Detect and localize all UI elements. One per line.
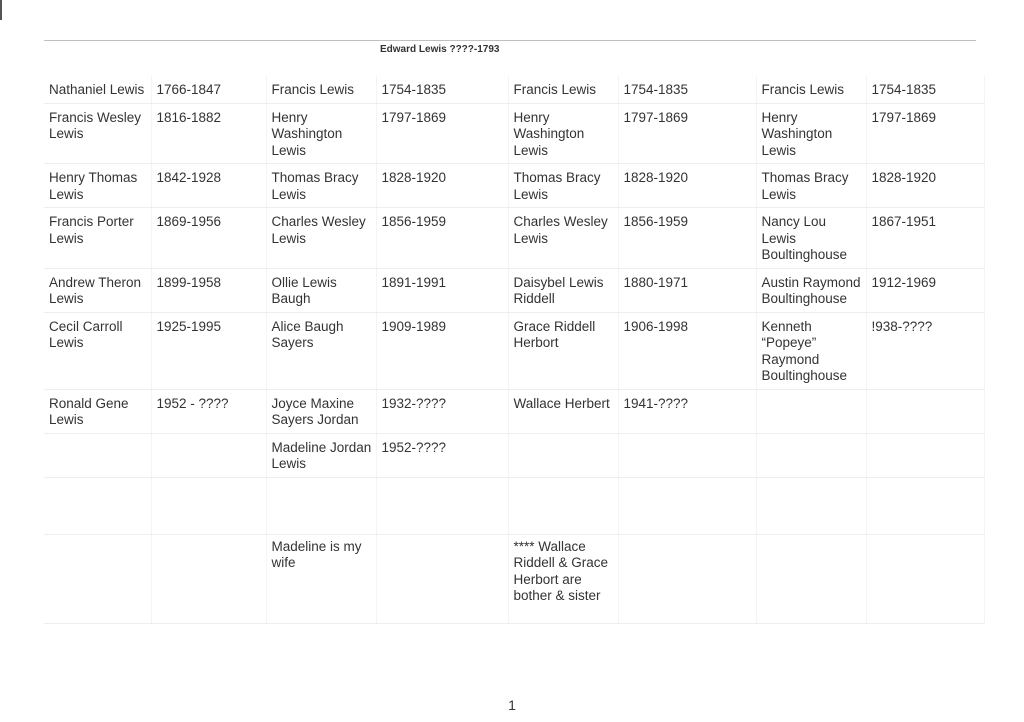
person-years: 1899-1958 [151, 268, 266, 312]
person-name: Alice Baugh Sayers [266, 312, 376, 389]
person-years: 1754-1835 [866, 76, 984, 103]
person-years: 1856-1959 [376, 208, 508, 269]
person-name: Joyce Maxine Sayers Jordan [266, 389, 376, 433]
person-years: 1828-1920 [376, 164, 508, 208]
person-name: Andrew Theron Lewis [44, 268, 151, 312]
person-years: 1932-???? [376, 389, 508, 433]
person-years: 1925-1995 [151, 312, 266, 389]
table-row [44, 389, 984, 433]
person-name: Charles Wesley Lewis [266, 208, 376, 269]
table-row [44, 433, 984, 477]
person-years: 1797-1869 [618, 103, 756, 164]
person-name [508, 433, 618, 477]
person-years: 1891-1991 [376, 268, 508, 312]
note-madeline: Madeline is my wife [266, 534, 376, 623]
person-years: 1912-1969 [866, 268, 984, 312]
person-years: 1816-1882 [151, 103, 266, 164]
person-name: Francis Lewis [266, 76, 376, 103]
table-row [44, 76, 984, 103]
person-name: Kenneth “Popeye” Raymond Boultinghouse [756, 312, 866, 389]
person-name: Henry Washington Lewis [266, 103, 376, 164]
person-years [151, 433, 266, 477]
person-years: 1828-1920 [866, 164, 984, 208]
table-row [44, 268, 984, 312]
table-row [44, 208, 984, 269]
person-name: Henry Washington Lewis [508, 103, 618, 164]
person-years: 1869-1956 [151, 208, 266, 269]
header-rule [44, 40, 976, 41]
person-years: 1867-1951 [866, 208, 984, 269]
notes-row [44, 534, 984, 623]
page-title: Edward Lewis ????-1793 [380, 44, 500, 55]
person-years [866, 433, 984, 477]
person-name: Wallace Herbert [508, 389, 618, 433]
person-years: 1909-1989 [376, 312, 508, 389]
person-years: 1797-1869 [866, 103, 984, 164]
person-name: Nancy Lou Lewis Boultinghouse [756, 208, 866, 269]
person-years: 1842-1928 [151, 164, 266, 208]
person-name: Cecil Carroll Lewis [44, 312, 151, 389]
person-name: Francis Porter Lewis [44, 208, 151, 269]
person-name: Thomas Bracy Lewis [266, 164, 376, 208]
person-name: Thomas Bracy Lewis [756, 164, 866, 208]
person-years: 1952-???? [376, 433, 508, 477]
table-row [44, 312, 984, 389]
person-name [44, 433, 151, 477]
table-row [44, 164, 984, 208]
person-years: 1797-1869 [376, 103, 508, 164]
person-name: Thomas Bracy Lewis [508, 164, 618, 208]
person-name: Daisybel Lewis Riddell [508, 268, 618, 312]
person-years: !938-???? [866, 312, 984, 389]
person-name: Henry Thomas Lewis [44, 164, 151, 208]
person-name: Nathaniel Lewis [44, 76, 151, 103]
table-row [44, 103, 984, 164]
person-name: Ronald Gene Lewis [44, 389, 151, 433]
person-years: 1880-1971 [618, 268, 756, 312]
person-years: 1766-1847 [151, 76, 266, 103]
page-number: 1 [508, 697, 516, 713]
person-name: Grace Riddell Herbort [508, 312, 618, 389]
person-name: Francis Lewis [508, 76, 618, 103]
person-years: 1952 - ???? [151, 389, 266, 433]
person-years: 1906-1998 [618, 312, 756, 389]
person-years: 1828-1920 [618, 164, 756, 208]
note-wallace-grace: **** Wallace Riddell & Grace Herbort are bother & sister [508, 534, 618, 623]
family-tree-body [44, 76, 984, 477]
person-name [756, 433, 866, 477]
person-name: Charles Wesley Lewis [508, 208, 618, 269]
person-name [756, 389, 866, 433]
person-name: Francis Lewis [756, 76, 866, 103]
person-name: Austin Raymond Boultinghouse [756, 268, 866, 312]
scan-edge-mark [0, 0, 2, 20]
person-years [866, 389, 984, 433]
person-years: 1754-1835 [376, 76, 508, 103]
person-years: 1941-???? [618, 389, 756, 433]
person-years: 1754-1835 [618, 76, 756, 103]
person-years [618, 433, 756, 477]
person-name: Francis Wesley Lewis [44, 103, 151, 164]
person-name: Ollie Lewis Baugh [266, 268, 376, 312]
empty-row [44, 477, 984, 534]
family-tree-table [44, 76, 985, 624]
person-years: 1856-1959 [618, 208, 756, 269]
person-name: Henry Washington Lewis [756, 103, 866, 164]
person-name: Madeline Jordan Lewis [266, 433, 376, 477]
